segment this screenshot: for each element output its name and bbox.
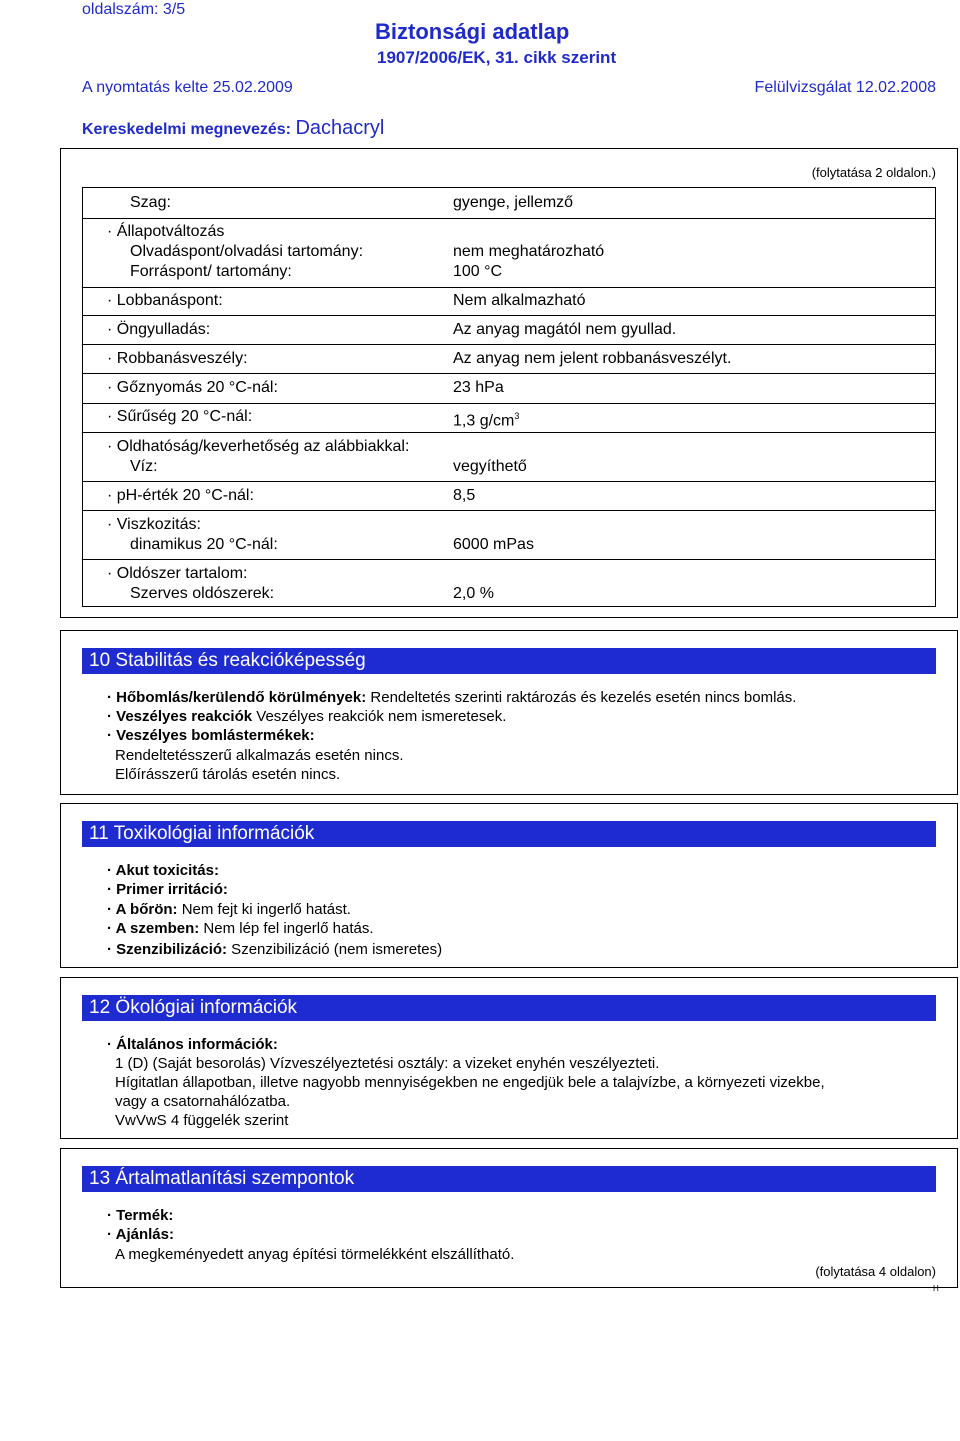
water-value: vegyíthető: [453, 458, 527, 475]
section-10-line: [107, 688, 796, 707]
section-11-title: 11 Toxikológiai információk: [82, 821, 936, 847]
flash-point-value: Nem alkalmazható: [453, 292, 586, 309]
section-10-line: [107, 707, 506, 726]
decomposition-text: Rendeltetés szerinti raktározás és kezelés esetén nincs bomlás.: [366, 689, 797, 706]
divider: [82, 510, 936, 511]
acute-toxicity-label: · Akut toxicitás:: [107, 862, 219, 879]
decomposition-label: · Hőbomlás/kerülendő körülmények:: [107, 689, 367, 706]
section-12-title: 12 Ökológiai információk: [82, 995, 936, 1021]
water-label: Víz:: [130, 458, 158, 475]
section-11-line: [107, 900, 351, 919]
section-11-line: [107, 940, 442, 959]
divider: [82, 559, 936, 560]
organic-solvents-label: Szerves oldószerek:: [130, 585, 275, 602]
density-number: 1,3 g/cm: [453, 412, 515, 430]
density-unit-exponent: 3: [514, 411, 520, 421]
dynamic-viscosity-label: dinamikus 20 °C-nál:: [130, 536, 278, 553]
section-10-text: Előírásszerű tárolás esetén nincs.: [115, 766, 341, 783]
sensitization-label: · Szenzibilizáció:: [107, 941, 228, 958]
divider: [82, 315, 936, 316]
section-10-text: Rendeltetésszerű alkalmazás esetén nincs.: [115, 747, 404, 764]
continued-to-note: (folytatása 4 oldalon): [815, 1264, 936, 1279]
boiling-point-value: 100 °C: [453, 263, 503, 280]
viscosity-label: · Viszkozitás:: [107, 516, 201, 533]
trade-name-label: Kereskedelmi megnevezés:: [82, 121, 291, 138]
divider: [82, 403, 936, 404]
general-info-label: · Általános információk:: [107, 1036, 278, 1053]
footer-mark: H: [933, 1284, 939, 1293]
document-title: Biztonsági adatlap: [375, 19, 570, 44]
divider: [82, 344, 936, 345]
density-label: · Sűrűség 20 °C-nál:: [107, 408, 253, 425]
section-12-text: VwVwS 4 függelék szerint: [115, 1112, 289, 1129]
sensitization-text: Szenzibilizáció (nem ismeretes): [227, 941, 443, 958]
product-label: · Termék:: [107, 1207, 174, 1224]
vapour-pressure-value: 23 hPa: [453, 379, 504, 396]
primary-irritation-label: · Primer irritáció:: [107, 881, 228, 898]
decomposition-products-label: · Veszélyes bomlástermékek:: [107, 727, 315, 744]
dangerous-reactions-text: Veszélyes reakciók nem ismeretesek.: [252, 708, 507, 725]
self-ignition-value: Az anyag magától nem gyullad.: [453, 321, 677, 338]
melting-point-label: Olvadáspont/olvadási tartomány:: [130, 243, 364, 260]
continued-from-note: (folytatása 2 oldalon.): [811, 165, 936, 180]
section-12-text: vagy a csatornahálózatba.: [115, 1093, 291, 1110]
trade-name-value: Dachacryl: [295, 117, 385, 139]
divider: [82, 373, 936, 374]
recommendation-label: · Ajánlás:: [107, 1226, 174, 1243]
eye-text: Nem lép fel ingerlő hatás.: [199, 920, 374, 937]
trade-name: [82, 117, 384, 140]
solvent-content-label: · Oldószer tartalom:: [107, 565, 248, 582]
melting-point-value: nem meghatározható: [453, 243, 605, 260]
divider: [82, 432, 936, 433]
explosion-hazard-label: · Robbanásveszély:: [107, 350, 248, 367]
skin-text: Nem fejt ki ingerlő hatást.: [177, 901, 351, 918]
flash-point-label: · Lobbanáspont:: [107, 292, 223, 309]
revision-date: Felülvizsgálat 12.02.2008: [754, 79, 936, 96]
document-subtitle: 1907/2006/EK, 31. cikk szerint: [377, 48, 617, 67]
odor-label: Szag:: [130, 194, 171, 211]
state-change-label: · Állapotváltozás: [107, 223, 225, 240]
section-10-title: 10 Stabilitás és reakcióképesség: [82, 648, 936, 674]
skin-label: · A bőrön:: [107, 901, 178, 918]
density-value: [453, 407, 519, 430]
page-number: oldalszám: 3/5: [82, 1, 186, 18]
odor-value: gyenge, jellemző: [453, 194, 574, 211]
solubility-label: · Oldhatóság/keverhetőség az alábbiakkal:: [107, 438, 410, 455]
organic-solvents-value: 2,0 %: [453, 585, 494, 602]
section-11-line: [107, 919, 374, 938]
explosion-hazard-value: Az anyag nem jelent robbanásveszélyt.: [453, 350, 732, 367]
section-12-text: Hígitatlan állapotban, illetve nagyobb mennyiségekben ne engedjük bele a talajvízbe, a környezeti vizekbe,: [115, 1074, 825, 1091]
ph-value: 8,5: [453, 487, 476, 504]
section-13-title: 13 Ártalmatlanítási szempontok: [82, 1166, 936, 1192]
self-ignition-label: · Öngyulladás:: [107, 321, 211, 338]
dangerous-reactions-label: · Veszélyes reakciók: [107, 708, 253, 725]
ph-label: · pH-érték 20 °C-nál:: [107, 487, 254, 504]
section-13-text: A megkeményedett anyag építési törmelékként elszállítható.: [115, 1246, 515, 1263]
divider: [82, 218, 936, 219]
divider: [82, 287, 936, 288]
divider: [82, 481, 936, 482]
section-12-text: 1 (D) (Saját besorolás) Vízveszélyeztetési osztály: a vizeket enyhén veszélyezteti.: [115, 1055, 660, 1072]
dynamic-viscosity-value: 6000 mPas: [453, 536, 534, 553]
eye-label: · A szemben:: [107, 920, 200, 937]
print-date: A nyomtatás kelte 25.02.2009: [82, 79, 293, 96]
boiling-point-label: Forráspont/ tartomány:: [130, 263, 292, 280]
vapour-pressure-label: · Gőznyomás 20 °C-nál:: [107, 379, 278, 396]
